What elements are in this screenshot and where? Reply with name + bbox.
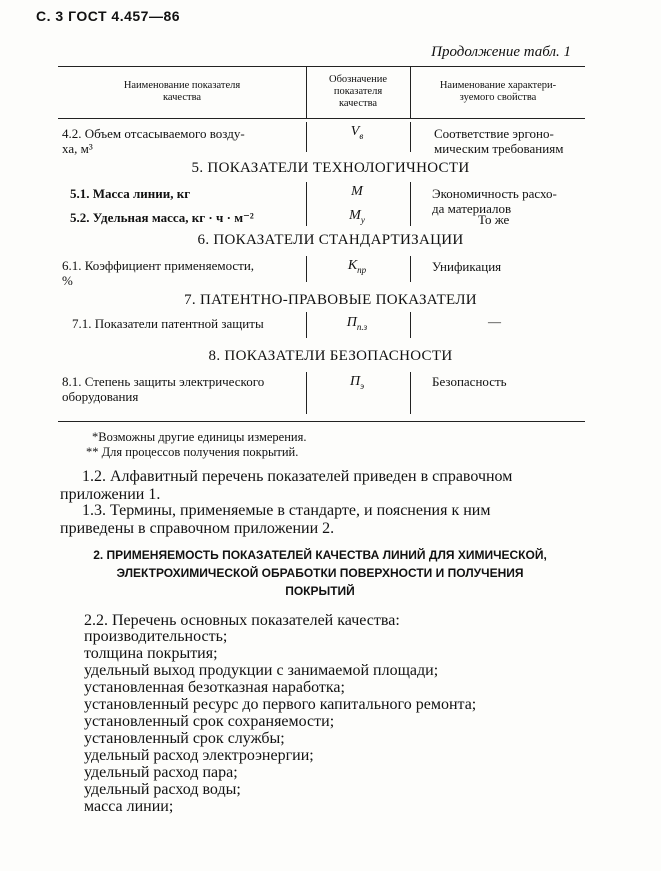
- row-4-2-tick-2: [410, 122, 411, 152]
- list-item: удельный расход электроэнергии;: [84, 747, 314, 764]
- table-bottom-rule: [58, 421, 585, 422]
- list-item: установленный срок службы;: [84, 730, 285, 747]
- row-8-tick-2: [410, 372, 411, 414]
- section-5-title: 5. ПОКАЗАТЕЛИ ТЕХНОЛОГИЧНОСТИ: [191, 160, 470, 176]
- table-top-rule: [58, 66, 585, 67]
- list-item: установленный ресурс до первого капитального ремонта;: [84, 696, 477, 713]
- list-item: удельный расход воды;: [84, 781, 241, 798]
- row-8-1-property: Безопасность: [432, 374, 507, 389]
- list-item: масса линии;: [84, 798, 174, 815]
- list-item: удельный расход пара;: [84, 764, 238, 781]
- section-8-title: 8. ПОКАЗАТЕЛИ БЕЗОПАСНОСТИ: [208, 348, 453, 364]
- row-6-tick-1: [306, 256, 307, 282]
- row-5-2-symbol: $M_у$: [349, 208, 365, 225]
- section-7-title: 7. ПАТЕНТНО-ПРАВОВЫЕ ПОКАЗАТЕЛИ: [184, 292, 477, 308]
- row-6-1-property: Унификация: [432, 259, 502, 274]
- row-5-1-name: 5.1. Масса линии, кг: [70, 186, 191, 201]
- row-5-1-property: Экономичность расхо- да материалов: [432, 186, 557, 216]
- row-6-1-name: 6.1. Коэффициент применяемости, %: [62, 258, 255, 288]
- table-continuation-label: Продолжение табл. 1: [431, 44, 571, 60]
- row-5-tick-1: [306, 182, 307, 226]
- row-7-tick-1: [306, 312, 307, 338]
- section-6-title: 6. ПОКАЗАТЕЛИ СТАНДАРТИЗАЦИИ: [197, 232, 464, 248]
- row-8-1-symbol: $П_э$: [349, 374, 365, 391]
- row-7-tick-2: [410, 312, 411, 338]
- footnote-2: ** Для процессов получения покрытий.: [86, 445, 299, 459]
- footnote-1: *Возможны другие единицы измерения.: [92, 430, 307, 444]
- col-header-property: Наименование характери- зуемого свойства: [439, 80, 557, 103]
- list-item: установленная безотказная наработка;: [84, 679, 345, 696]
- row-7-1-symbol: $П_{п.з}$: [346, 315, 368, 332]
- row-6-1-symbol: $K_{пр}$: [347, 258, 367, 275]
- row-5-1-symbol: M: [351, 184, 363, 199]
- page-header: С. 3 ГОСТ 4.457—86: [36, 8, 181, 24]
- section-2-title-line3: ПОКРЫТИЙ: [285, 584, 355, 598]
- row-4-2-symbol: $V_в$: [350, 124, 364, 141]
- list-item: удельный выход продукции с занимаемой площади;: [84, 662, 439, 679]
- list-item: установленный срок сохраняемости;: [84, 713, 335, 730]
- section-2-title-line2: ЭЛЕКТРОХИМИЧЕСКОЙ ОБРАБОТКИ ПОВЕРХНОСТИ И ПОЛУЧЕНИЯ: [116, 566, 524, 580]
- table-header-rule: [58, 118, 585, 119]
- row-6-tick-2: [410, 256, 411, 282]
- list-item: толщина покрытия;: [84, 645, 218, 662]
- row-7-1-name: 7.1. Показатели патентной защиты: [72, 316, 264, 331]
- col-header-name: Наименование показателя качества: [123, 80, 241, 103]
- row-5-tick-2: [410, 182, 411, 226]
- row-5-2-name: 5.2. Удельная масса, кг · ч · м⁻²: [70, 210, 254, 225]
- row-4-2-tick-1: [306, 122, 307, 152]
- section-2-title-line1: 2. ПРИМЕНЯЕМОСТЬ ПОКАЗАТЕЛЕЙ КАЧЕСТВА ЛИНИЙ ДЛЯ ХИМИЧЕСКОЙ,: [93, 548, 547, 562]
- list-intro: 2.2. Перечень основных показателей качества:: [84, 612, 400, 629]
- row-8-1-name: 8.1. Степень защиты электрического оборудования: [62, 374, 265, 404]
- row-4-2-name: 4.2. Объем отсасываемого возду- ха, м³: [62, 126, 245, 156]
- para-1-3-line1: 1.3. Термины, применяемые в стандарте, и пояснения к ним: [82, 502, 491, 519]
- col-header-symbol: Обозначение показателя качества: [328, 74, 388, 109]
- para-1-3-line2: приведены в справочном приложении 2.: [60, 520, 335, 537]
- list-item: производительность;: [84, 628, 228, 645]
- header-divider-1: [306, 66, 307, 118]
- row-4-2-property: Соответствие эргоно- мическим требованиям: [434, 126, 564, 156]
- row-8-tick-1: [306, 372, 307, 414]
- header-divider-2: [410, 66, 411, 118]
- row-7-1-property: —: [488, 314, 501, 329]
- row-5-2-property: То же: [478, 212, 510, 227]
- para-1-2-line2: приложении 1.: [60, 486, 161, 503]
- para-1-2-line1: 1.2. Алфавитный перечень показателей приведен в справочном: [82, 468, 513, 485]
